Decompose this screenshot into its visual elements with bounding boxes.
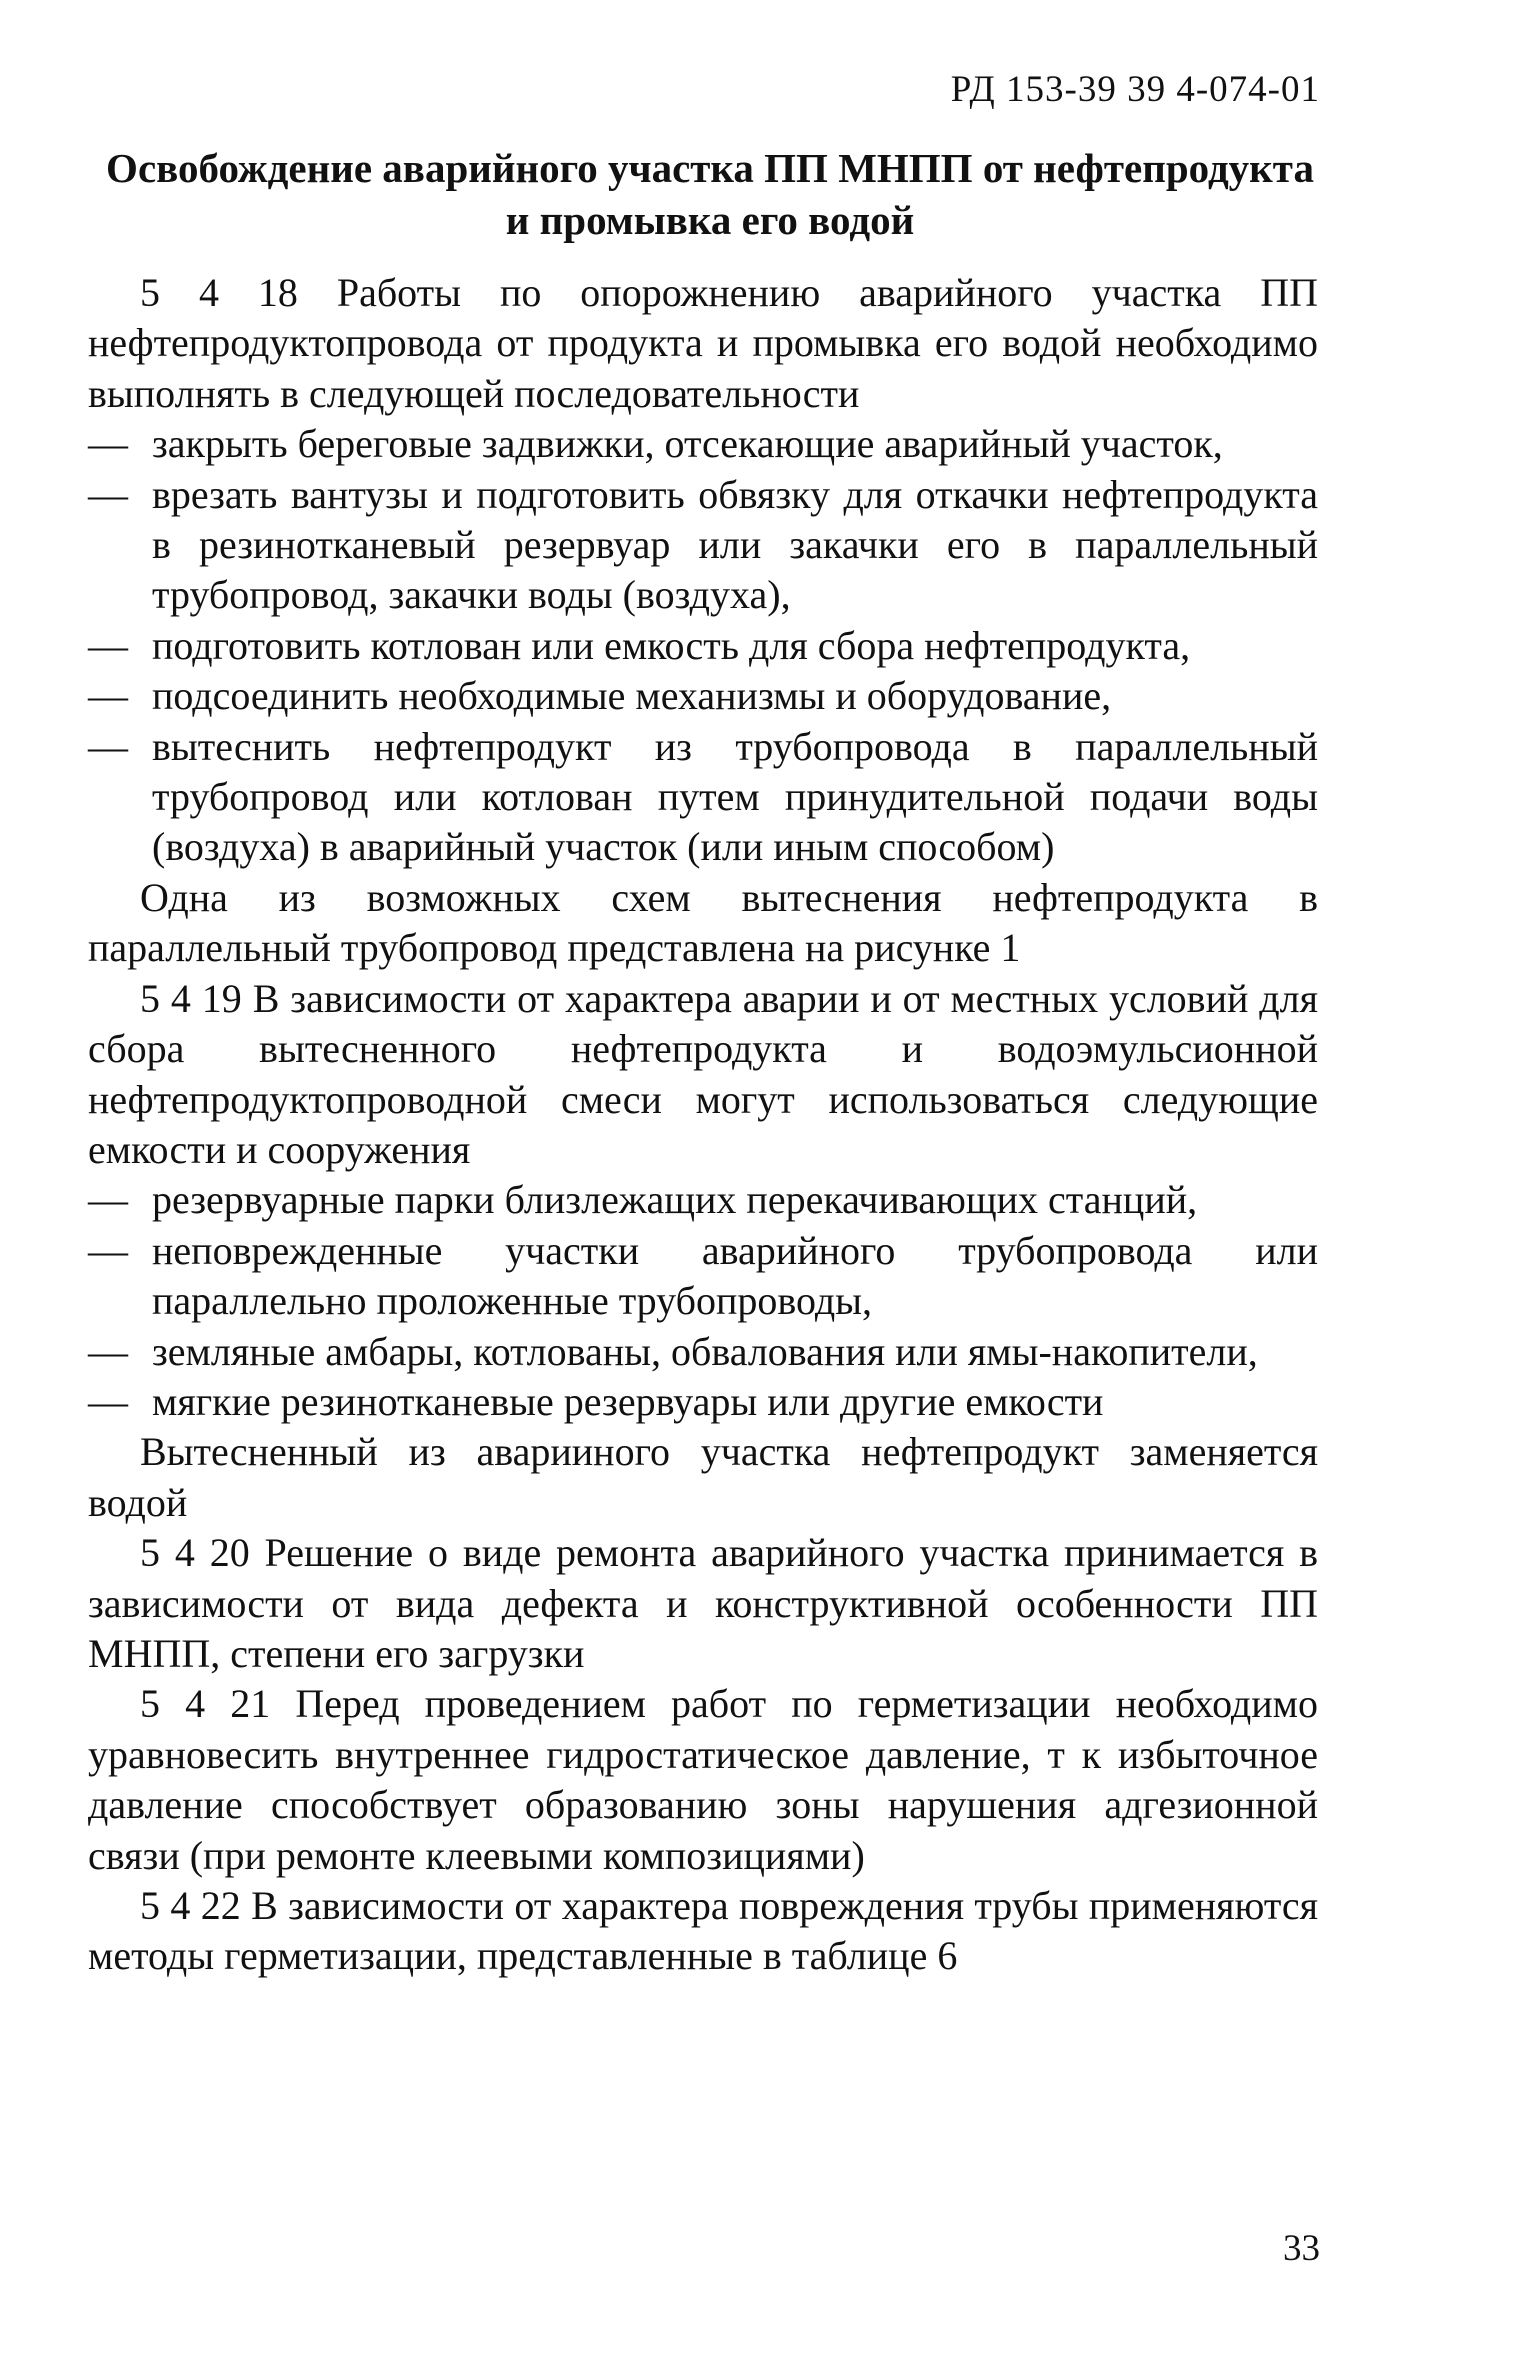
paragraph-water-replacement: Вытесненный из аварииного участка нефтепродукт заменяется водой [88, 1429, 1318, 1525]
dash-marker: — [88, 673, 128, 719]
list-item [88, 1226, 1318, 1327]
list-item-text: закрыть береговые задвижки, отсекающие аварийный участок, [152, 421, 1223, 467]
list-item-text: вытеснить нефтепродукт из трубопровода в параллельный трубопровод или котлован путем принудительной подачи воды (воздуха) в аварийный участок (или иным способом) [152, 723, 1318, 870]
list-item-text: подсоединить необходимые механизмы и оборудование, [152, 673, 1112, 719]
dash-marker: — [88, 1378, 128, 1424]
paragraph-5-4-20: 5 4 20 Решение о виде ремонта аварийного участка принимается в зависимости от вида дефекта и конструктивной особенности ПП МНПП, степени его загрузки [88, 1530, 1318, 1676]
paragraph-5-4-21: 5 4 21 Перед проведением работ по герметизации необходимо уравновесить внутреннее гидростатическое давление, т к избыточное давление способствует образованию зоны нарушения адгезионной связи (при ремонте клеевыми композициями) [88, 1681, 1318, 1878]
list-item-text: врезать вантузы и подготовить обвязку для откачки нефтепродукта в резинотканевый резервуар или закачки его в параллельный трубопровод, закачки воды (воздуха), [152, 471, 1318, 618]
list-item [88, 470, 1318, 621]
list-item [88, 722, 1318, 873]
list-item-text: резервуарные парки близлежащих перекачивающих станций, [152, 1177, 1198, 1223]
list-item [88, 1327, 1318, 1377]
list-item-text: подготовить котлован или емкость для сбора нефтепродукта, [152, 622, 1191, 668]
dash-list-2 [88, 1175, 1318, 1427]
list-item-text: земляные амбары, котлованы, обвалования или ямы-накопители, [152, 1328, 1258, 1374]
dash-marker: — [88, 1328, 128, 1374]
list-item [88, 1175, 1318, 1225]
dash-marker: — [88, 1227, 128, 1273]
list-item [88, 1377, 1318, 1427]
dash-marker: — [88, 1177, 128, 1223]
section-title: Освобождение аварийного участка ПП МНПП от нефтепродукта и промывка его водой [106, 145, 1314, 243]
paragraph-5-4-22: 5 4 22 В зависимости от характера повреждения трубы применяются методы герметизации, представленные в таблице 6 [88, 1883, 1318, 1979]
paragraph-figure-reference: Одна из возможных схем вытеснения нефтепродукта в параллельный трубопровод представлена на рисунке 1 [88, 874, 1318, 971]
document-body [88, 268, 1318, 1982]
dash-marker: — [88, 622, 128, 668]
dash-list-1 [88, 419, 1318, 873]
document-code: РД 153-39 39 4-074-01 [950, 69, 1320, 110]
dash-marker: — [88, 723, 128, 769]
list-item [88, 419, 1318, 469]
list-item-text: мягкие резинотканевые резервуары или другие емкости [152, 1378, 1104, 1424]
page-number: 33 [1283, 2228, 1320, 2269]
paragraph-5-4-19: 5 4 19 В зависимости от характера аварии и от местных условий для сбора вытесненного нефтепродукта и водоэмульсионной нефтепродуктопроводной смеси могут использоваться следующие емкости и сооружения [88, 975, 1318, 1172]
list-item [88, 671, 1318, 721]
paragraph-5-4-18: 5 4 18 Работы по опорожнению аварийного участка ПП нефтепродуктопровода от продукта и промывка его водой необходимо выполнять в следующей последовательности [88, 270, 1318, 416]
dash-marker: — [88, 471, 128, 517]
list-item [88, 621, 1318, 671]
list-item-text: неповрежденные участки аварийного трубопровода или параллельно проложенные трубопроводы, [152, 1227, 1318, 1324]
dash-marker: — [88, 421, 128, 467]
